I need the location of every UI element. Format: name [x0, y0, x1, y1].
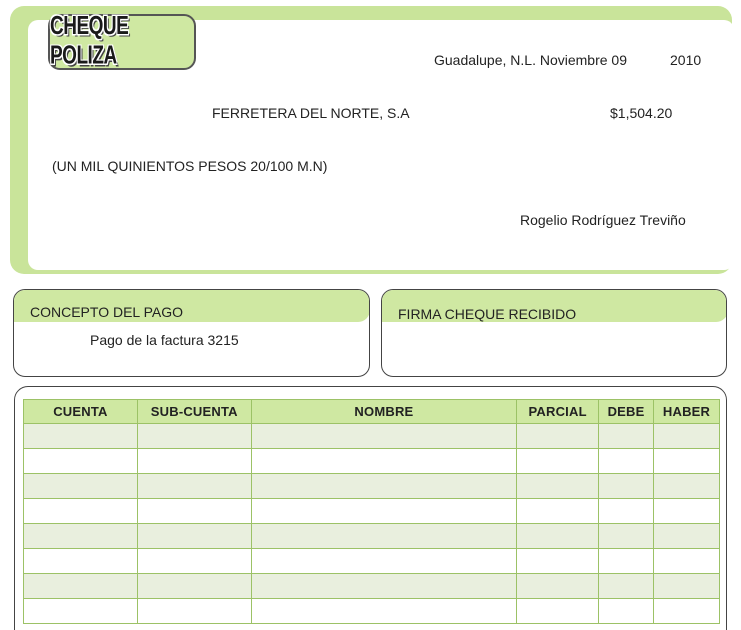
concepto-box [13, 289, 370, 377]
col-haber: HABER [654, 400, 720, 424]
ledger-table [23, 399, 720, 624]
place-date: Guadalupe, N.L. Noviembre 09 [434, 52, 627, 68]
concepto-title: CONCEPTO DEL PAGO [30, 304, 183, 320]
table-row [24, 499, 720, 524]
ledger-header-row [24, 400, 720, 424]
table-row [24, 599, 720, 624]
table-row [24, 424, 720, 449]
logo-text: CHEQUE POLIZA [50, 12, 129, 71]
table-row [24, 474, 720, 499]
payee-name: FERRETERA DEL NORTE, S.A [212, 105, 410, 121]
table-row [24, 524, 720, 549]
concepto-text: Pago de la factura 3215 [90, 332, 239, 348]
ledger-box [14, 386, 727, 630]
table-row [24, 549, 720, 574]
signer-name: Rogelio Rodríguez Treviño [520, 212, 686, 228]
table-row [24, 449, 720, 474]
cheque-poliza-logo [48, 14, 196, 70]
table-row [24, 574, 720, 599]
amount-in-words: (UN MIL QUINIENTOS PESOS 20/100 M.N) [52, 158, 328, 174]
col-cuenta: CUENTA [24, 400, 138, 424]
col-debe: DEBE [599, 400, 654, 424]
firma-box [381, 289, 727, 377]
col-nombre: NOMBRE [251, 400, 516, 424]
col-sub-cuenta: SUB-CUENTA [137, 400, 251, 424]
cheque-year: 2010 [670, 52, 702, 68]
col-parcial: PARCIAL [517, 400, 599, 424]
firma-title: FIRMA CHEQUE RECIBIDO [398, 306, 577, 322]
cheque-amount: $1,504.20 [610, 105, 673, 121]
